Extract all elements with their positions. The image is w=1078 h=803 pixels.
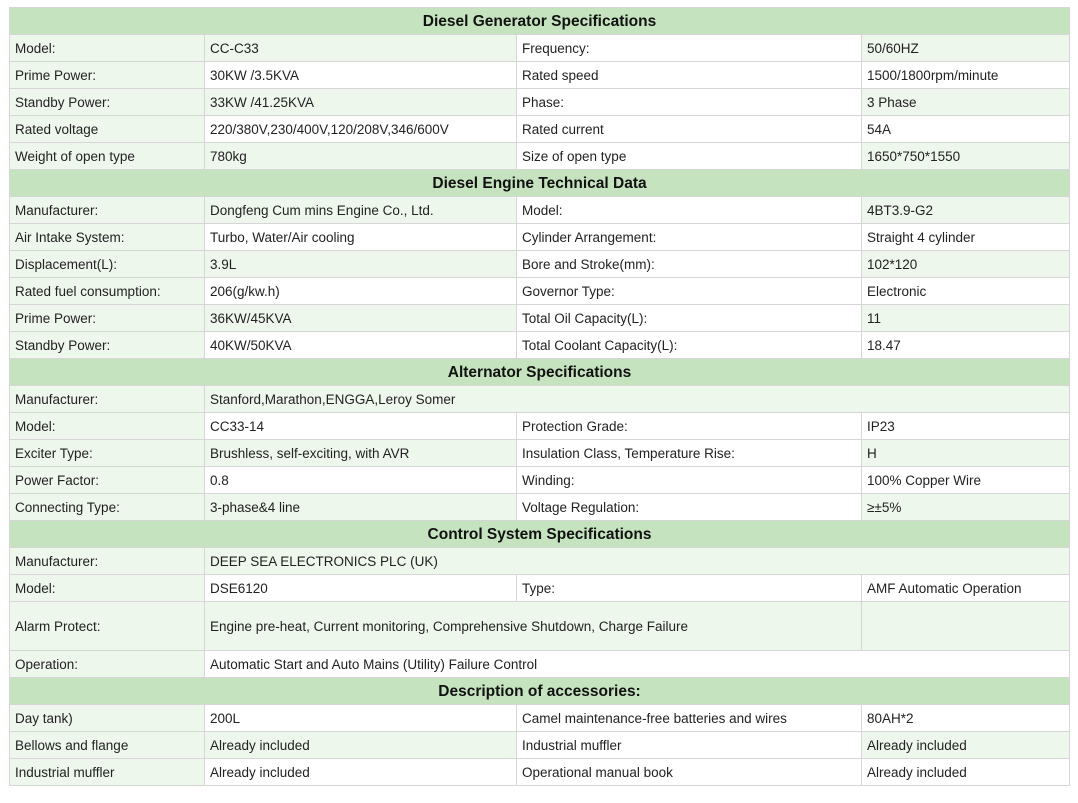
table-row xyxy=(10,705,1070,732)
spec-value: 80AH*2 xyxy=(862,705,1070,732)
spec-label: Manufacturer: xyxy=(10,548,205,575)
spec-value: Stanford,Marathon,ENGGA,Leroy Somer xyxy=(205,386,1070,413)
spec-label: Voltage Regulation: xyxy=(517,494,862,521)
section-header-row xyxy=(10,8,1070,35)
spec-label: Total Oil Capacity(L): xyxy=(517,305,862,332)
table-row xyxy=(10,197,1070,224)
table-row xyxy=(10,602,1070,651)
spec-value: CC-C33 xyxy=(205,35,517,62)
spec-label: Prime Power: xyxy=(10,62,205,89)
spec-label: Model: xyxy=(10,35,205,62)
spec-label: Rated current xyxy=(517,116,862,143)
section-header-row xyxy=(10,678,1070,705)
spec-value: 206(g/kw.h) xyxy=(205,278,517,305)
table-row xyxy=(10,651,1070,678)
spec-value: Turbo, Water/Air cooling xyxy=(205,224,517,251)
spec-label: Industrial muffler xyxy=(517,732,862,759)
spec-label: Standby Power: xyxy=(10,89,205,116)
table-row xyxy=(10,413,1070,440)
spec-label: Alarm Protect: xyxy=(10,602,205,651)
section-title-accessories: Description of accessories: xyxy=(10,678,1070,705)
spec-value: 220/380V,230/400V,120/208V,346/600V xyxy=(205,116,517,143)
spec-label: Phase: xyxy=(517,89,862,116)
spec-value: Engine pre-heat, Current monitoring, Comprehensive Shutdown, Charge Failure xyxy=(205,602,862,651)
spec-value: Already included xyxy=(205,732,517,759)
table-row xyxy=(10,548,1070,575)
section-header-row xyxy=(10,521,1070,548)
spec-label: Cylinder Arrangement: xyxy=(517,224,862,251)
spec-label: Rated fuel consumption: xyxy=(10,278,205,305)
section-title-alternator: Alternator Specifications xyxy=(10,359,1070,386)
spec-value: CC33-14 xyxy=(205,413,517,440)
table-row xyxy=(10,332,1070,359)
spec-value: 780kg xyxy=(205,143,517,170)
spec-label: Manufacturer: xyxy=(10,386,205,413)
spec-value: 3.9L xyxy=(205,251,517,278)
table-row xyxy=(10,732,1070,759)
table-row xyxy=(10,116,1070,143)
spec-value: 50/60HZ xyxy=(862,35,1070,62)
spec-label: Type: xyxy=(517,575,862,602)
spec-label: Camel maintenance-free batteries and wires xyxy=(517,705,862,732)
spec-value: 3-phase&4 line xyxy=(205,494,517,521)
spec-label: Frequency: xyxy=(517,35,862,62)
spec-label: Model: xyxy=(517,197,862,224)
spec-label: Prime Power: xyxy=(10,305,205,332)
table-row xyxy=(10,224,1070,251)
spec-label: Bellows and flange xyxy=(10,732,205,759)
table-row xyxy=(10,143,1070,170)
spec-label: Displacement(L): xyxy=(10,251,205,278)
spec-label: Governor Type: xyxy=(517,278,862,305)
table-row xyxy=(10,386,1070,413)
table-row xyxy=(10,35,1070,62)
section-header-row xyxy=(10,359,1070,386)
spec-value: ≥±5% xyxy=(862,494,1070,521)
table-row xyxy=(10,494,1070,521)
spec-value: Dongfeng Cum mins Engine Co., Ltd. xyxy=(205,197,517,224)
spec-value: DSE6120 xyxy=(205,575,517,602)
spec-label: Day tank) xyxy=(10,705,205,732)
spec-value: 1650*750*1550 xyxy=(862,143,1070,170)
spec-label: Bore and Stroke(mm): xyxy=(517,251,862,278)
section-title-engine: Diesel Engine Technical Data xyxy=(10,170,1070,197)
spec-value: 40KW/50KVA xyxy=(205,332,517,359)
spec-value: 33KW /41.25KVA xyxy=(205,89,517,116)
spec-value: Brushless, self-exciting, with AVR xyxy=(205,440,517,467)
spec-value: Already included xyxy=(205,759,517,786)
table-row xyxy=(10,305,1070,332)
spec-value: Electronic xyxy=(862,278,1070,305)
spec-label: Total Coolant Capacity(L): xyxy=(517,332,862,359)
spec-value: IP23 xyxy=(862,413,1070,440)
spec-value: Automatic Start and Auto Mains (Utility) Failure Control xyxy=(205,651,1070,678)
spec-value: 102*120 xyxy=(862,251,1070,278)
spec-label: Industrial muffler xyxy=(10,759,205,786)
spec-label: Power Factor: xyxy=(10,467,205,494)
spec-label: Model: xyxy=(10,575,205,602)
section-title-generator: Diesel Generator Specifications xyxy=(10,8,1070,35)
spec-value: DEEP SEA ELECTRONICS PLC (UK) xyxy=(205,548,1070,575)
spec-value: AMF Automatic Operation xyxy=(862,575,1070,602)
spec-label: Winding: xyxy=(517,467,862,494)
spec-value: 0.8 xyxy=(205,467,517,494)
spec-value: Already included xyxy=(862,759,1070,786)
table-row xyxy=(10,251,1070,278)
spec-empty-cell xyxy=(862,602,1070,651)
table-row xyxy=(10,62,1070,89)
spec-label: Rated speed xyxy=(517,62,862,89)
spec-label: Air Intake System: xyxy=(10,224,205,251)
spec-label: Connecting Type: xyxy=(10,494,205,521)
specifications-table-body xyxy=(10,8,1070,786)
specifications-table xyxy=(9,7,1070,786)
spec-label: Protection Grade: xyxy=(517,413,862,440)
table-row xyxy=(10,440,1070,467)
table-row xyxy=(10,467,1070,494)
spec-value: H xyxy=(862,440,1070,467)
table-row xyxy=(10,89,1070,116)
spec-value: Already included xyxy=(862,732,1070,759)
spec-value: 100% Copper Wire xyxy=(862,467,1070,494)
spec-label: Standby Power: xyxy=(10,332,205,359)
spec-label: Manufacturer: xyxy=(10,197,205,224)
spec-label: Operational manual book xyxy=(517,759,862,786)
spec-value: 36KW/45KVA xyxy=(205,305,517,332)
section-header-row xyxy=(10,170,1070,197)
spec-value: Straight 4 cylinder xyxy=(862,224,1070,251)
spec-label: Weight of open type xyxy=(10,143,205,170)
table-row xyxy=(10,575,1070,602)
table-row xyxy=(10,759,1070,786)
spec-label: Model: xyxy=(10,413,205,440)
spec-label: Operation: xyxy=(10,651,205,678)
spec-value: 11 xyxy=(862,305,1070,332)
spec-value: 18.47 xyxy=(862,332,1070,359)
spec-value: 30KW /3.5KVA xyxy=(205,62,517,89)
spec-value: 200L xyxy=(205,705,517,732)
spec-value: 54A xyxy=(862,116,1070,143)
spec-label: Exciter Type: xyxy=(10,440,205,467)
table-row xyxy=(10,278,1070,305)
section-title-control-system: Control System Specifications xyxy=(10,521,1070,548)
spec-label: Size of open type xyxy=(517,143,862,170)
spec-value: 1500/1800rpm/minute xyxy=(862,62,1070,89)
spec-label: Insulation Class, Temperature Rise: xyxy=(517,440,862,467)
spec-label: Rated voltage xyxy=(10,116,205,143)
spec-value: 3 Phase xyxy=(862,89,1070,116)
spec-value: 4BT3.9-G2 xyxy=(862,197,1070,224)
